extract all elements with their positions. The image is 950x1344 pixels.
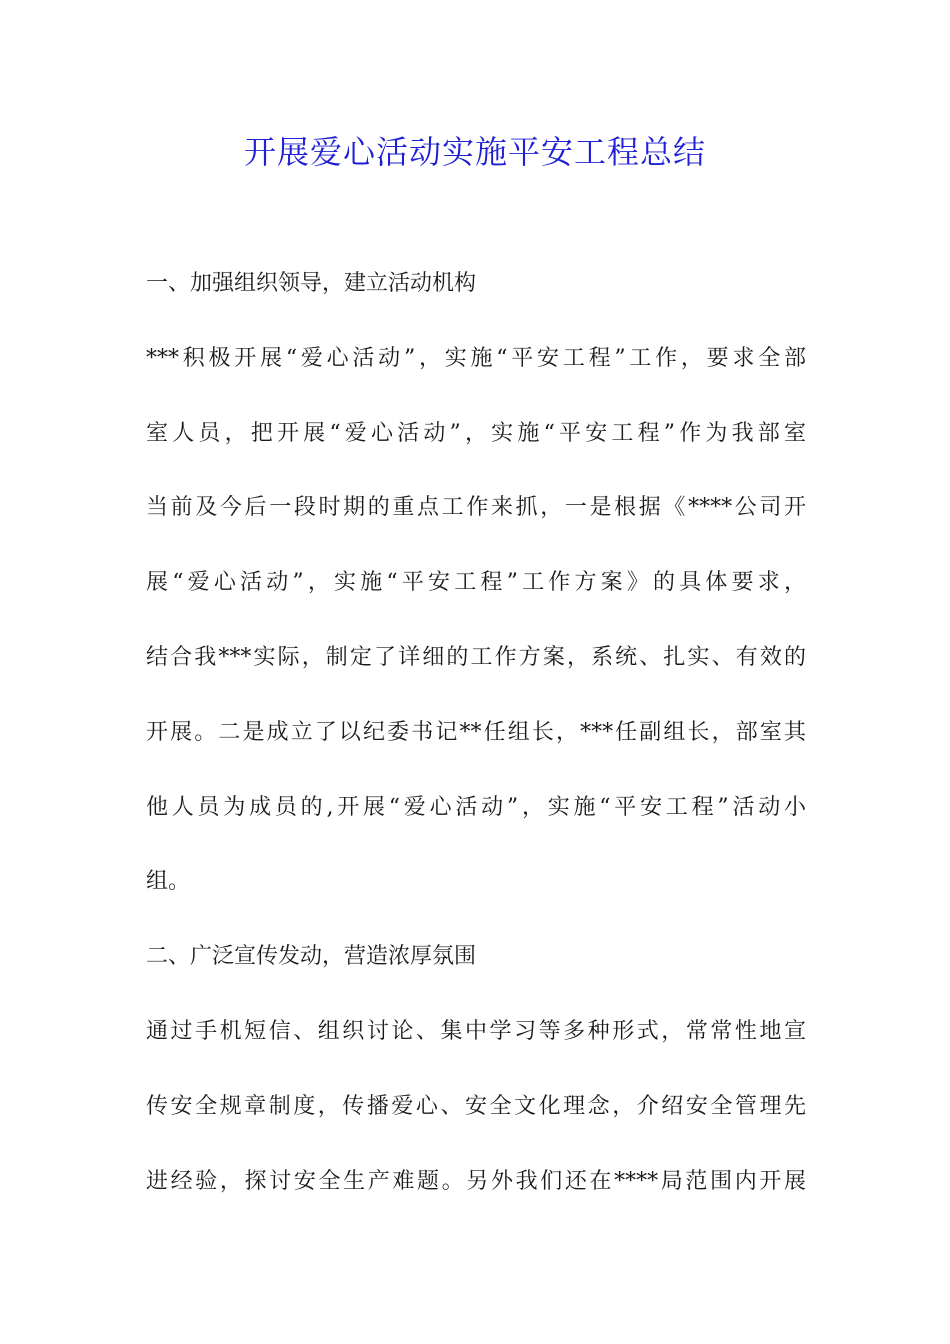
text-line: 通过手机短信、组织讨论、集中学习等多种形式，常常性地宣 (146, 1018, 806, 1044)
text-line: 他人员为成员的,开展“爱心活动”，实施“平安工程”活动小 (146, 794, 806, 820)
document-body (146, 262, 806, 1234)
text-line: 结合我***实际，制定了详细的工作方案，系统、扎实、有效的 (146, 644, 806, 670)
text-line: 一、加强组织领导，建立活动机构 (146, 271, 477, 296)
text-line: 展“爱心活动”，实施“平安工程”工作方案》的具体要求， (146, 570, 806, 596)
text-line: 进经验，探讨安全生产难题。另外我们还在****局范围内开展 (146, 1168, 806, 1194)
text-line: 传安全规章制度，传播爱心、安全文化理念，介绍安全管理先 (146, 1093, 806, 1119)
text-line: ***积极开展“爱心活动”，实施“平安工程”工作，要求全部 (146, 345, 806, 371)
document-title: 开展爱心活动实施平安工程总结 (243, 133, 706, 171)
text-line: 二、广泛宣传发动，营造浓厚氛围 (146, 944, 477, 970)
text-line: 组。 (146, 869, 191, 895)
text-line: 室人员，把开展“爱心活动”，实施“平安工程”作为我部室 (146, 420, 806, 446)
text-line: 开展。二是成立了以纪委书记**任组长，***任副组长，部室其 (146, 719, 806, 745)
text-line: 当前及今后一段时期的重点工作来抓，一是根据《****公司开 (146, 495, 806, 521)
